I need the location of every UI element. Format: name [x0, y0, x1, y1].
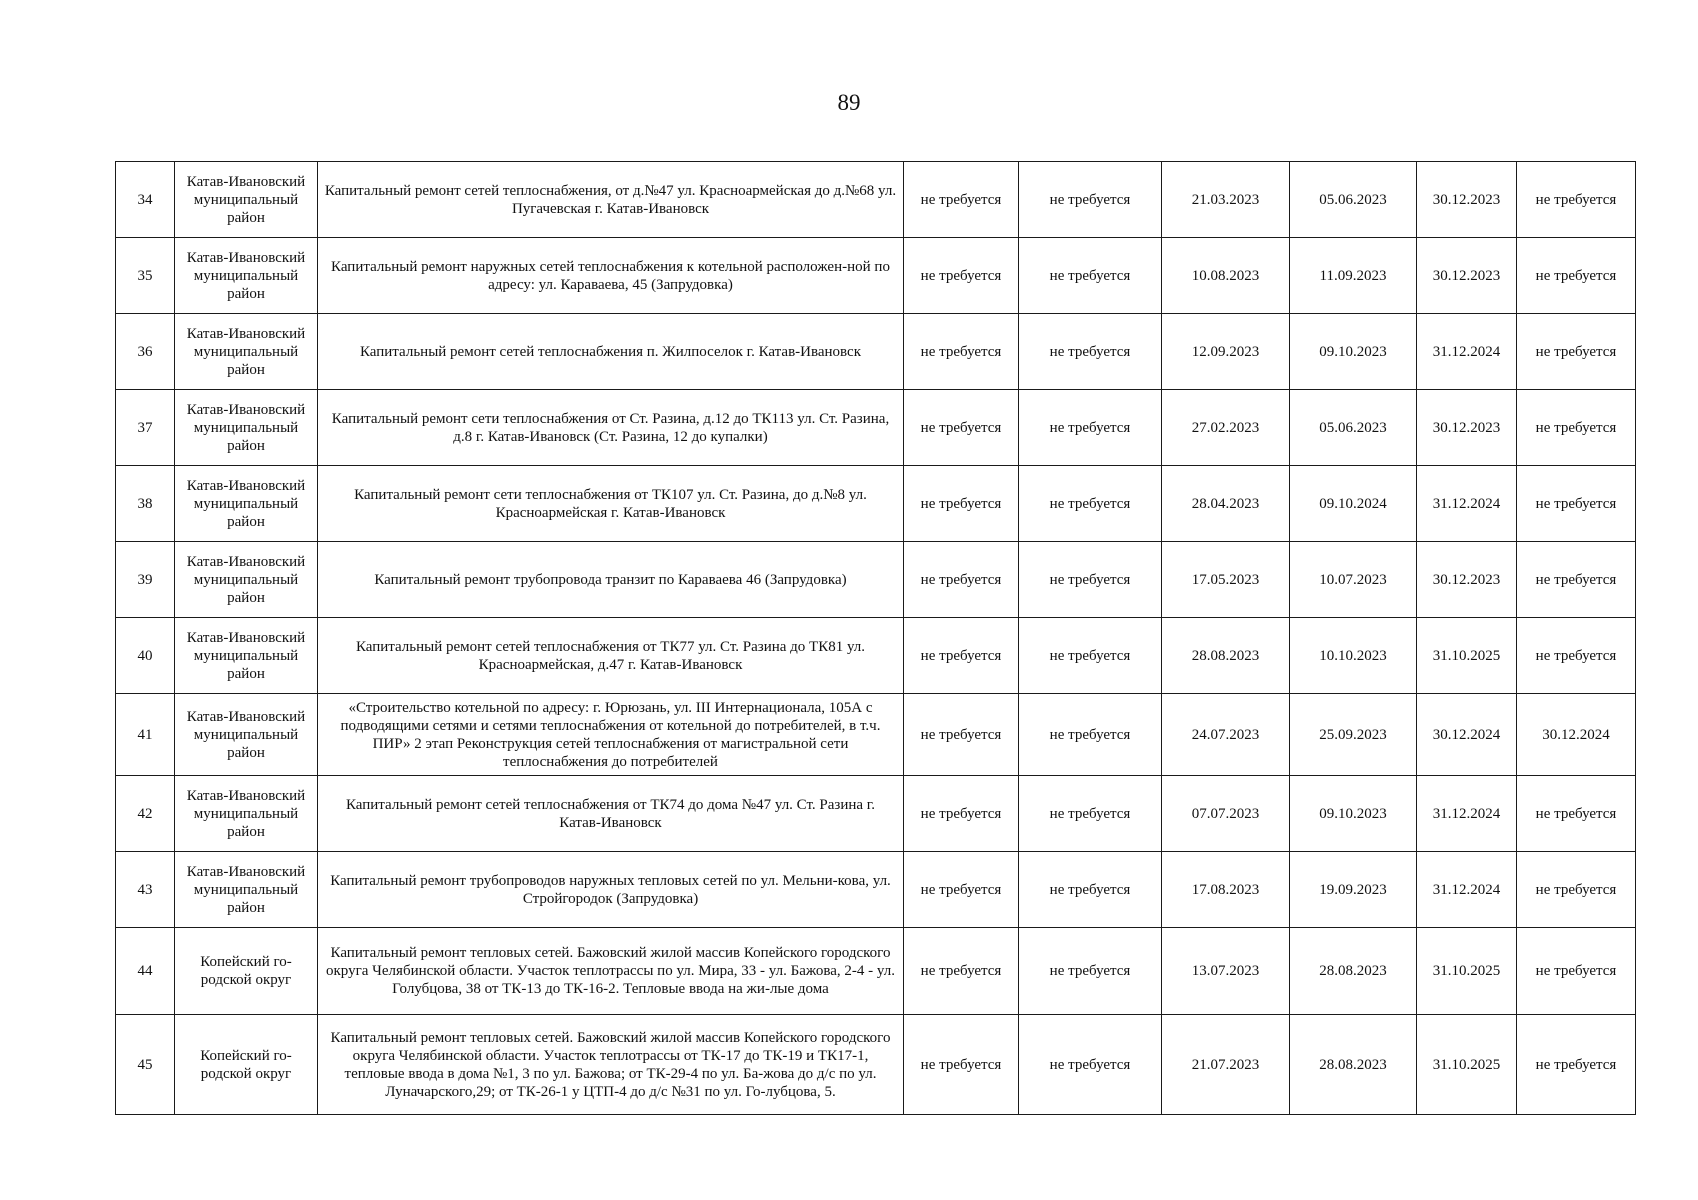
description-cell: Капитальный ремонт сети теплоснабжения от Ст. Разина, д.12 до ТК113 ул. Ст. Разина, д.8 г. Катав-Ивановск (Ст. Разина, 12 до купалки) [318, 390, 904, 466]
table-row [116, 928, 1636, 1015]
district-cell: Катав-Ивановский муниципальный район [175, 314, 318, 390]
date-cell: 31.12.2024 [1417, 776, 1517, 852]
date-cell: 17.05.2023 [1162, 542, 1290, 618]
requirement-cell: не требуется [904, 390, 1019, 466]
date-cell: 05.06.2023 [1290, 390, 1417, 466]
works-table [115, 161, 1636, 1115]
description-cell: Капитальный ремонт тепловых сетей. Бажовский жилой массив Копейского городского округа Челябинской области. Участок теплотрассы от ТК-17 до ТК-19 и ТК17-1, тепловые ввода в дома №1, 3 по ул. Бажова; от ТК-29-4 по ул. Ба-жова до д/с по ул. Луначарского,29; от ТК-26-1 у ЦТП-4 до д/с №31 по ул. Го-лубцова, 5. [318, 1015, 904, 1115]
requirement-cell: не требуется [1019, 390, 1162, 466]
date-cell: 31.10.2025 [1417, 618, 1517, 694]
table-row [116, 1015, 1636, 1115]
table-row [116, 542, 1636, 618]
row-number: 36 [116, 314, 175, 390]
requirement-cell: не требуется [1019, 466, 1162, 542]
row-number: 39 [116, 542, 175, 618]
district-cell: Катав-Ивановский муниципальный район [175, 694, 318, 776]
description-cell: «Строительство котельной по адресу: г. Юрюзань, ул. III Интернационала, 105А с подводящими сетями и сетями теплоснабжения от котельной до потребителей, в т.ч. ПИР» 2 этап Реконструкция сетей теплоснабжения от магистральной сети теплоснабжения до потребителей [318, 694, 904, 776]
table-row [116, 618, 1636, 694]
table-row [116, 390, 1636, 466]
final-cell: не требуется [1517, 390, 1636, 466]
date-cell: 28.08.2023 [1290, 1015, 1417, 1115]
requirement-cell: не требуется [904, 776, 1019, 852]
date-cell: 30.12.2023 [1417, 390, 1517, 466]
requirement-cell: не требуется [1019, 618, 1162, 694]
date-cell: 13.07.2023 [1162, 928, 1290, 1015]
district-cell: Катав-Ивановский муниципальный район [175, 238, 318, 314]
date-cell: 09.10.2023 [1290, 776, 1417, 852]
date-cell: 30.12.2023 [1417, 542, 1517, 618]
row-number: 34 [116, 162, 175, 238]
district-cell: Катав-Ивановский муниципальный район [175, 542, 318, 618]
date-cell: 09.10.2023 [1290, 314, 1417, 390]
date-cell: 10.10.2023 [1290, 618, 1417, 694]
description-cell: Капитальный ремонт сети теплоснабжения от ТК107 ул. Ст. Разина, до д.№8 ул. Красноармейская г. Катав-Ивановск [318, 466, 904, 542]
row-number: 45 [116, 1015, 175, 1115]
row-number: 43 [116, 852, 175, 928]
date-cell: 12.09.2023 [1162, 314, 1290, 390]
date-cell: 21.07.2023 [1162, 1015, 1290, 1115]
row-number: 42 [116, 776, 175, 852]
requirement-cell: не требуется [1019, 776, 1162, 852]
table-row [116, 238, 1636, 314]
date-cell: 30.12.2023 [1417, 162, 1517, 238]
description-cell: Капитальный ремонт трубопровода транзит по Караваева 46 (Запрудовка) [318, 542, 904, 618]
district-cell: Катав-Ивановский муниципальный район [175, 390, 318, 466]
date-cell: 31.10.2025 [1417, 1015, 1517, 1115]
final-cell: не требуется [1517, 618, 1636, 694]
requirement-cell: не требуется [1019, 852, 1162, 928]
row-number: 41 [116, 694, 175, 776]
date-cell: 11.09.2023 [1290, 238, 1417, 314]
date-cell: 28.04.2023 [1162, 466, 1290, 542]
row-number: 40 [116, 618, 175, 694]
requirement-cell: не требуется [1019, 162, 1162, 238]
date-cell: 07.07.2023 [1162, 776, 1290, 852]
final-cell: не требуется [1517, 162, 1636, 238]
final-cell: не требуется [1517, 238, 1636, 314]
date-cell: 25.09.2023 [1290, 694, 1417, 776]
table-row [116, 694, 1636, 776]
requirement-cell: не требуется [904, 466, 1019, 542]
date-cell: 09.10.2024 [1290, 466, 1417, 542]
date-cell: 10.08.2023 [1162, 238, 1290, 314]
district-cell: Катав-Ивановский муниципальный район [175, 618, 318, 694]
date-cell: 17.08.2023 [1162, 852, 1290, 928]
final-cell: не требуется [1517, 928, 1636, 1015]
date-cell: 31.12.2024 [1417, 852, 1517, 928]
date-cell: 21.03.2023 [1162, 162, 1290, 238]
table-row [116, 314, 1636, 390]
final-cell: не требуется [1517, 542, 1636, 618]
date-cell: 31.12.2024 [1417, 466, 1517, 542]
requirement-cell: не требуется [904, 852, 1019, 928]
table-row [116, 852, 1636, 928]
final-cell: не требуется [1517, 1015, 1636, 1115]
description-cell: Капитальный ремонт сетей теплоснабжения от ТК77 ул. Ст. Разина до ТК81 ул. Красноармейская, д.47 г. Катав-Ивановск [318, 618, 904, 694]
requirement-cell: не требуется [904, 162, 1019, 238]
date-cell: 27.02.2023 [1162, 390, 1290, 466]
requirement-cell: не требуется [1019, 1015, 1162, 1115]
requirement-cell: не требуется [904, 694, 1019, 776]
description-cell: Капитальный ремонт трубопроводов наружных тепловых сетей по ул. Мельни-кова, ул. Стройгородок (Запрудовка) [318, 852, 904, 928]
table-row [116, 162, 1636, 238]
date-cell: 30.12.2024 [1417, 694, 1517, 776]
requirement-cell: не требуется [1019, 694, 1162, 776]
final-cell: не требуется [1517, 466, 1636, 542]
description-cell: Капитальный ремонт сетей теплоснабжения п. Жилпоселок г. Катав-Ивановск [318, 314, 904, 390]
requirement-cell: не требуется [1019, 314, 1162, 390]
page-number: 89 [837, 90, 861, 115]
final-cell: не требуется [1517, 314, 1636, 390]
description-cell: Капитальный ремонт наружных сетей теплоснабжения к котельной расположен-ной по адресу: ул. Караваева, 45 (Запрудовка) [318, 238, 904, 314]
description-cell: Капитальный ремонт тепловых сетей. Бажовский жилой массив Копейского городского округа Челябинской области. Участок теплотрассы по ул. Мира, 33 - ул. Бажова, 2-4 - ул. Голубцова, 38 от ТК-13 до ТК-16-2. Тепловые ввода на жи-лые дома [318, 928, 904, 1015]
description-cell: Капитальный ремонт сетей теплоснабжения от ТК74 до дома №47 ул. Ст. Разина г. Катав-Ивановск [318, 776, 904, 852]
date-cell: 28.08.2023 [1290, 928, 1417, 1015]
description-cell: Капитальный ремонт сетей теплоснабжения, от д.№47 ул. Красноармейская до д.№68 ул. Пугачевская г. Катав-Ивановск [318, 162, 904, 238]
date-cell: 19.09.2023 [1290, 852, 1417, 928]
table-row [116, 776, 1636, 852]
requirement-cell: не требуется [904, 238, 1019, 314]
table-row [116, 466, 1636, 542]
date-cell: 28.08.2023 [1162, 618, 1290, 694]
date-cell: 10.07.2023 [1290, 542, 1417, 618]
district-cell: Катав-Ивановский муниципальный район [175, 852, 318, 928]
row-number: 37 [116, 390, 175, 466]
requirement-cell: не требуется [904, 1015, 1019, 1115]
requirement-cell: не требуется [904, 314, 1019, 390]
requirement-cell: не требуется [1019, 542, 1162, 618]
date-cell: 31.12.2024 [1417, 314, 1517, 390]
row-number: 44 [116, 928, 175, 1015]
date-cell: 05.06.2023 [1290, 162, 1417, 238]
final-cell: не требуется [1517, 852, 1636, 928]
final-cell: 30.12.2024 [1517, 694, 1636, 776]
requirement-cell: не требуется [904, 618, 1019, 694]
requirement-cell: не требуется [904, 542, 1019, 618]
requirement-cell: не требуется [1019, 928, 1162, 1015]
row-number: 38 [116, 466, 175, 542]
district-cell: Катав-Ивановский муниципальный район [175, 466, 318, 542]
date-cell: 30.12.2023 [1417, 238, 1517, 314]
district-cell: Копейский го-родской округ [175, 928, 318, 1015]
requirement-cell: не требуется [1019, 238, 1162, 314]
district-cell: Копейский го-родской округ [175, 1015, 318, 1115]
district-cell: Катав-Ивановский муниципальный район [175, 162, 318, 238]
date-cell: 24.07.2023 [1162, 694, 1290, 776]
requirement-cell: не требуется [904, 928, 1019, 1015]
district-cell: Катав-Ивановский муниципальный район [175, 776, 318, 852]
final-cell: не требуется [1517, 776, 1636, 852]
date-cell: 31.10.2025 [1417, 928, 1517, 1015]
row-number: 35 [116, 238, 175, 314]
